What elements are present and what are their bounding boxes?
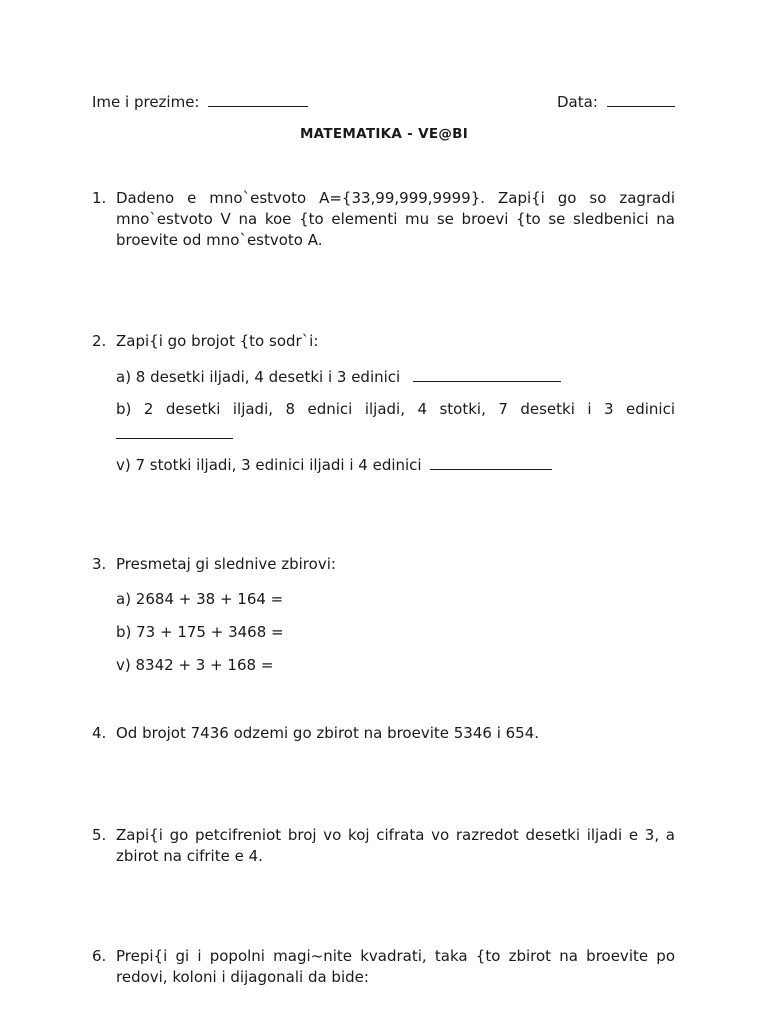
answer-blank	[413, 367, 561, 382]
task-2-item-a-text: a) 8 desetki iljadi, 4 desetki i 3 edinici	[116, 368, 401, 386]
task-2-prompt: Zapi{i go brojot {to sodr`i:	[116, 332, 319, 350]
task-1-line-2: mno`estvoto V na koe {to elementi mu se broevi {to se sledbenici na	[116, 210, 675, 228]
task-1-line-1: Dadeno e mno`estvoto A={33,99,999,9999}. Zapi{i go so zagradi	[116, 189, 675, 207]
task-2-item-a	[116, 367, 561, 386]
date-field	[557, 92, 675, 111]
task-number: 3.	[92, 555, 107, 573]
task-3-item-b: b) 73 + 175 + 3468 =	[116, 623, 284, 641]
task-2-item-b-text: b) 2 desetki iljadi, 8 ednici iljadi, 4 stotki, 7 desetki i 3 edinici	[116, 400, 675, 418]
date-blank	[607, 92, 675, 107]
task-5-line-1: Zapi{i go petcifreniot broj vo koj cifrata vo razredot desetki iljadi e 3, a	[116, 826, 675, 844]
task-number: 1.	[92, 189, 107, 207]
task-6-line-2: redovi, koloni i dijagonali da bide:	[116, 968, 369, 986]
task-2-item-v	[116, 455, 552, 474]
task-6-line-1: Prepi{i gi i popolni magi~nite kvadrati, taka {to zbirot na broevite po	[116, 947, 675, 965]
task-5-line-2: zbirot na cifrite e 4.	[116, 847, 263, 865]
task-number: 2.	[92, 332, 107, 350]
name-label: Ime i prezime:	[92, 93, 200, 111]
task-3-item-v: v) 8342 + 3 + 168 =	[116, 656, 274, 674]
task-number: 5.	[92, 826, 107, 844]
task-2-item-b-blank	[116, 424, 233, 443]
task-number: 4.	[92, 724, 107, 742]
date-label: Data:	[557, 93, 598, 111]
name-field	[92, 92, 308, 111]
name-blank	[208, 92, 308, 107]
task-number: 6.	[92, 947, 107, 965]
answer-blank	[430, 455, 552, 470]
page-title: MATEMATIKA - VE@BI	[299, 126, 469, 142]
task-3-prompt: Presmetaj gi slednive zbirovi:	[116, 555, 336, 573]
task-2-item-v-text: v) 7 stotki iljadi, 3 edinici iljadi i 4 edinici	[116, 456, 422, 474]
task-3-item-a: a) 2684 + 38 + 164 =	[116, 590, 284, 608]
task-1-line-3: broevite od mno`estvoto A.	[116, 231, 323, 249]
answer-blank	[116, 424, 233, 439]
task-4-line-1: Od brojot 7436 odzemi go zbirot na broevite 5346 i 654.	[116, 724, 540, 742]
